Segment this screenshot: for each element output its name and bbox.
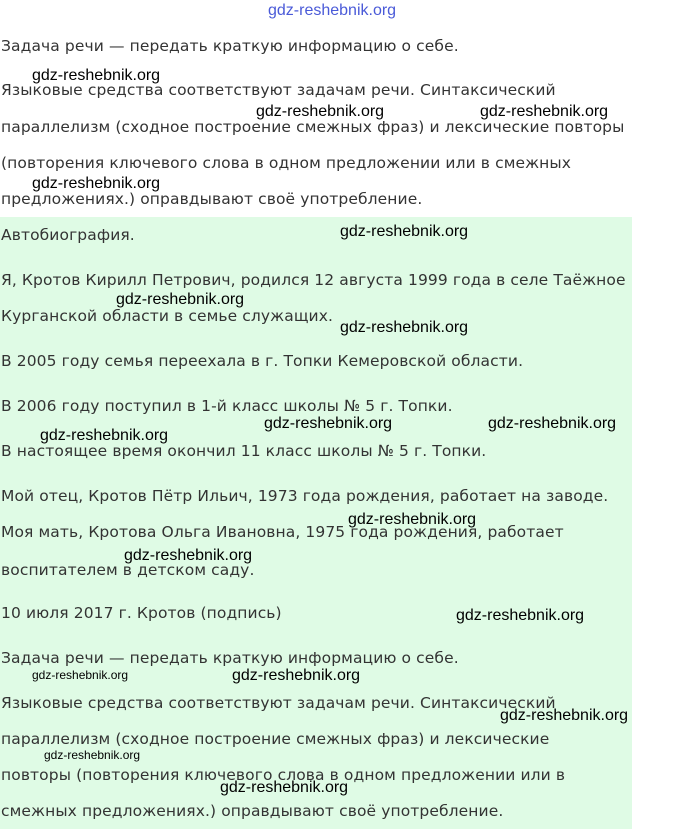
watermark: gdz-reshebnik.org	[340, 223, 469, 240]
watermark: gdz-reshebnik.org	[116, 291, 245, 308]
biography-line: Курганской области в семье служащих.	[1, 307, 334, 325]
intro-line: Задача речи — передать краткую информацию о себе.	[1, 37, 459, 55]
outro-line: параллелизм (сходное построение смежных фраз) и лексические	[1, 730, 550, 748]
watermark: gdz-reshebnik.org	[232, 667, 361, 684]
outro-line: Языковые средства соответствуют задачам речи. Синтаксический	[1, 694, 556, 712]
watermark: gdz-reshebnik.org	[264, 415, 393, 432]
watermark: gdz-reshebnik.org	[488, 415, 617, 432]
biography-line: Я, Кротов Кирилл Петрович, родился 12 августа 1999 года в селе Таёжное	[1, 271, 626, 289]
watermark: gdz-reshebnik.org	[32, 668, 129, 682]
outro-line: смежных предложениях.) оправдывают своё употребление.	[1, 802, 504, 820]
watermark: gdz-reshebnik.org	[124, 547, 253, 564]
outro-line: Задача речи — передать краткую информацию о себе.	[1, 649, 459, 667]
biography-line: Моя мать, Кротова Ольга Ивановна, 1975 года рождения, работает	[1, 523, 564, 541]
biography-line: В 2006 году поступил в 1-й класс школы № 5 г. Топки.	[1, 397, 453, 415]
watermark: gdz-reshebnik.org	[32, 67, 161, 84]
watermark: gdz-reshebnik.org	[480, 103, 609, 120]
watermark: gdz-reshebnik.org	[340, 319, 469, 336]
intro-line: Языковые средства соответствуют задачам речи. Синтаксический	[1, 81, 556, 99]
intro-line: параллелизм (сходное построение смежных фраз) и лексические повторы	[1, 118, 625, 136]
watermark: gdz-reshebnik.org	[40, 427, 169, 444]
biography-title: Автобиография.	[1, 226, 135, 244]
biography-line: В 2005 году семья переехала в г. Топки Кемеровской области.	[1, 352, 524, 370]
watermark: gdz-reshebnik.org	[256, 103, 385, 120]
watermark: gdz-reshebnik.org	[348, 511, 477, 528]
watermark: gdz-reshebnik.org	[44, 748, 141, 762]
intro-line: предложениях.) оправдывают своё употребление.	[1, 190, 423, 208]
watermark: gdz-reshebnik.org	[456, 607, 585, 624]
site-link[interactable]: gdz-reshebnik.org	[268, 2, 397, 19]
biography-signature: 10 июля 2017 г. Кротов (подпись)	[1, 604, 282, 622]
biography-line: В настоящее время окончил 11 класс школы № 5 г. Топки.	[1, 442, 487, 460]
watermark: gdz-reshebnik.org	[500, 707, 629, 724]
intro-line: (повторения ключевого слова в одном предложении или в смежных	[1, 154, 572, 172]
watermark: gdz-reshebnik.org	[220, 779, 349, 796]
biography-line: воспитателем в детском саду.	[1, 561, 255, 579]
biography-line: Мой отец, Кротов Пётр Ильич, 1973 года рождения, работает на заводе.	[1, 487, 609, 505]
outro-line: повторы (повторения ключевого слова в одном предложении или в	[1, 766, 566, 784]
watermark: gdz-reshebnik.org	[32, 175, 161, 192]
